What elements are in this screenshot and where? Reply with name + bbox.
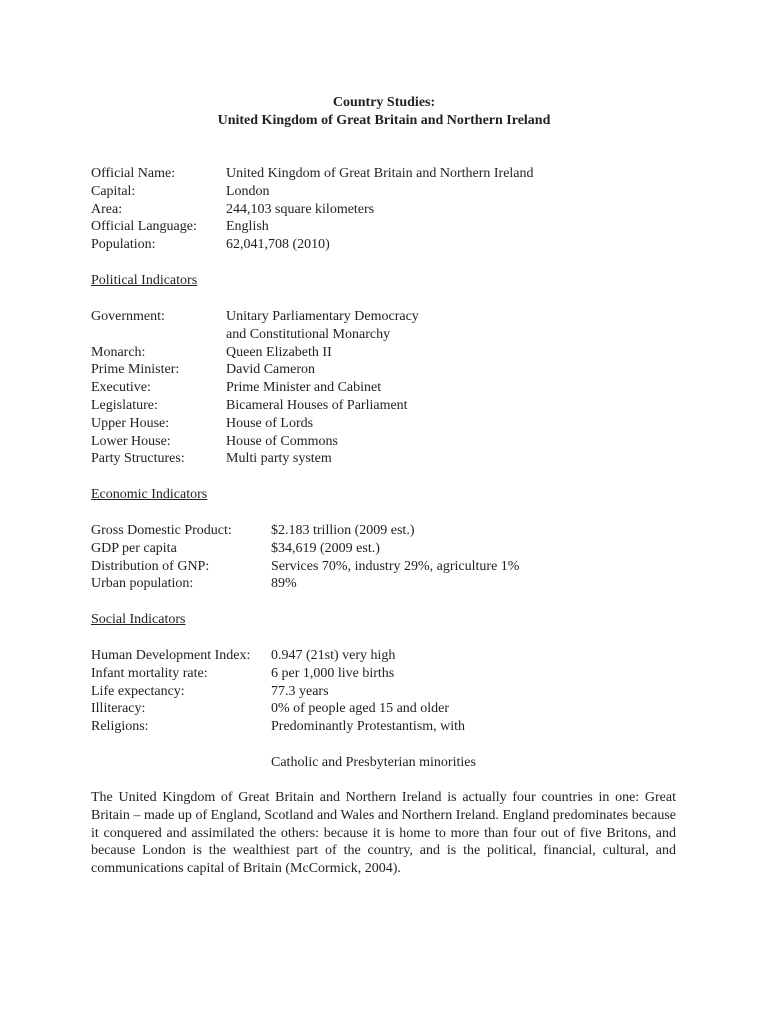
social-label: Illiteracy: xyxy=(91,701,146,717)
social-label: Life expectancy: xyxy=(91,683,185,699)
economic-indicators-section xyxy=(91,522,691,593)
fact-label: Capital: xyxy=(91,183,136,199)
fact-value: 62,041,708 (2010) xyxy=(226,237,330,253)
political-value: Queen Elizabeth II xyxy=(226,344,332,360)
fact-label: Official Name: xyxy=(91,166,176,181)
fact-row-capital xyxy=(91,183,691,201)
social-row-religions xyxy=(91,718,691,736)
social-value: Predominantly Protestantism, with xyxy=(271,719,466,735)
fact-row-official-name xyxy=(91,165,691,183)
economic-label: Urban population: xyxy=(91,576,194,592)
political-row-prime-minister xyxy=(91,361,691,379)
body-paragraph: The United Kingdom of Great Britain and Northern Ireland is actually four countries in one: Great Britain – made up of England, Scotland and Wales and Northern Ireland. England predominates because it conquered and assimilated the others: because it is home to more than four out of five Britons, and because London is the wealthiest part of the country, and is the political, financial, cultural, and communications capital of Britain (McCormick, 2004). xyxy=(91,790,676,877)
political-indicators-heading: Political Indicators xyxy=(91,273,198,288)
political-label: Legislature: xyxy=(91,397,158,413)
fact-label: Population: xyxy=(91,237,156,253)
social-value: Catholic and Presbyterian minorities xyxy=(271,754,476,770)
political-label: Prime Minister: xyxy=(91,362,180,378)
fact-value: United Kingdom of Great Britain and Northern Ireland xyxy=(226,166,534,181)
fact-row-population xyxy=(91,236,691,254)
document-title-line-1: Country Studies: xyxy=(332,95,436,110)
political-label-empty xyxy=(91,326,226,344)
political-row-government xyxy=(91,308,691,326)
political-indicators-section xyxy=(91,308,691,468)
social-row-religions-continued xyxy=(91,754,691,772)
political-label: Upper House: xyxy=(91,415,170,431)
document-title-line-2: United Kingdom of Great Britain and Northern Ireland xyxy=(217,113,551,128)
political-row-monarch xyxy=(91,344,691,362)
economic-label: Distribution of GNP: xyxy=(91,558,210,574)
social-label: Religions: xyxy=(91,719,149,735)
political-label: Lower House: xyxy=(91,433,171,449)
social-row-life-expectancy xyxy=(91,683,691,701)
political-value: Multi party system xyxy=(226,451,332,467)
political-label: Party Structures: xyxy=(91,451,185,467)
political-row-upper-house xyxy=(91,415,691,433)
political-row-legislature xyxy=(91,397,691,415)
political-value: and Constitutional Monarchy xyxy=(226,326,391,342)
political-value: Unitary Parliamentary Democracy xyxy=(226,309,419,324)
political-value: David Cameron xyxy=(226,362,316,378)
fact-value: English xyxy=(226,219,269,235)
political-label: Government: xyxy=(91,309,165,324)
fact-row-official-language xyxy=(91,218,691,236)
political-row-executive xyxy=(91,379,691,397)
social-label-empty xyxy=(91,754,271,772)
social-value: 6 per 1,000 live births xyxy=(271,665,395,681)
political-value: House of Lords xyxy=(226,415,314,431)
fact-label: Area: xyxy=(91,201,123,217)
economic-label: Gross Domestic Product: xyxy=(91,523,232,538)
social-indicators-section xyxy=(91,647,691,772)
political-row-lower-house xyxy=(91,433,691,451)
economic-row-urban-population xyxy=(91,575,691,593)
political-value: Prime Minister and Cabinet xyxy=(226,380,382,396)
economic-value: $2.183 trillion (2009 est.) xyxy=(271,523,415,538)
economic-row-gdp xyxy=(91,522,691,540)
social-indicators-heading: Social Indicators xyxy=(91,612,186,627)
political-label: Monarch: xyxy=(91,344,146,360)
social-value: 0.947 (21st) very high xyxy=(271,648,396,663)
economic-value: $34,619 (2009 est.) xyxy=(271,540,380,556)
social-row-illiteracy xyxy=(91,700,691,718)
economic-label: GDP per capita xyxy=(91,540,177,556)
economic-value: 89% xyxy=(271,576,297,592)
basic-facts-section xyxy=(91,165,691,254)
economic-value: Services 70%, industry 29%, agriculture 1% xyxy=(271,558,520,574)
political-row-party-structures xyxy=(91,450,691,468)
social-label: Infant mortality rate: xyxy=(91,665,208,681)
social-row-infant-mortality xyxy=(91,665,691,683)
fact-label: Official Language: xyxy=(91,219,197,235)
social-value: 77.3 years xyxy=(271,683,329,699)
political-label: Executive: xyxy=(91,380,151,396)
social-row-blank xyxy=(91,736,691,754)
economic-indicators-heading: Economic Indicators xyxy=(91,487,208,502)
social-value: 0% of people aged 15 and older xyxy=(271,701,450,717)
political-row-government-continued xyxy=(91,326,691,344)
social-label: Human Development Index: xyxy=(91,648,251,663)
political-value: House of Commons xyxy=(226,433,338,449)
fact-row-area xyxy=(91,201,691,219)
political-value: Bicameral Houses of Parliament xyxy=(226,397,408,413)
fact-value: London xyxy=(226,183,270,199)
social-row-hdi xyxy=(91,647,691,665)
economic-row-distribution-of-gnp xyxy=(91,558,691,576)
fact-value: 244,103 square kilometers xyxy=(226,201,375,217)
economic-row-gdp-per-capita xyxy=(91,540,691,558)
